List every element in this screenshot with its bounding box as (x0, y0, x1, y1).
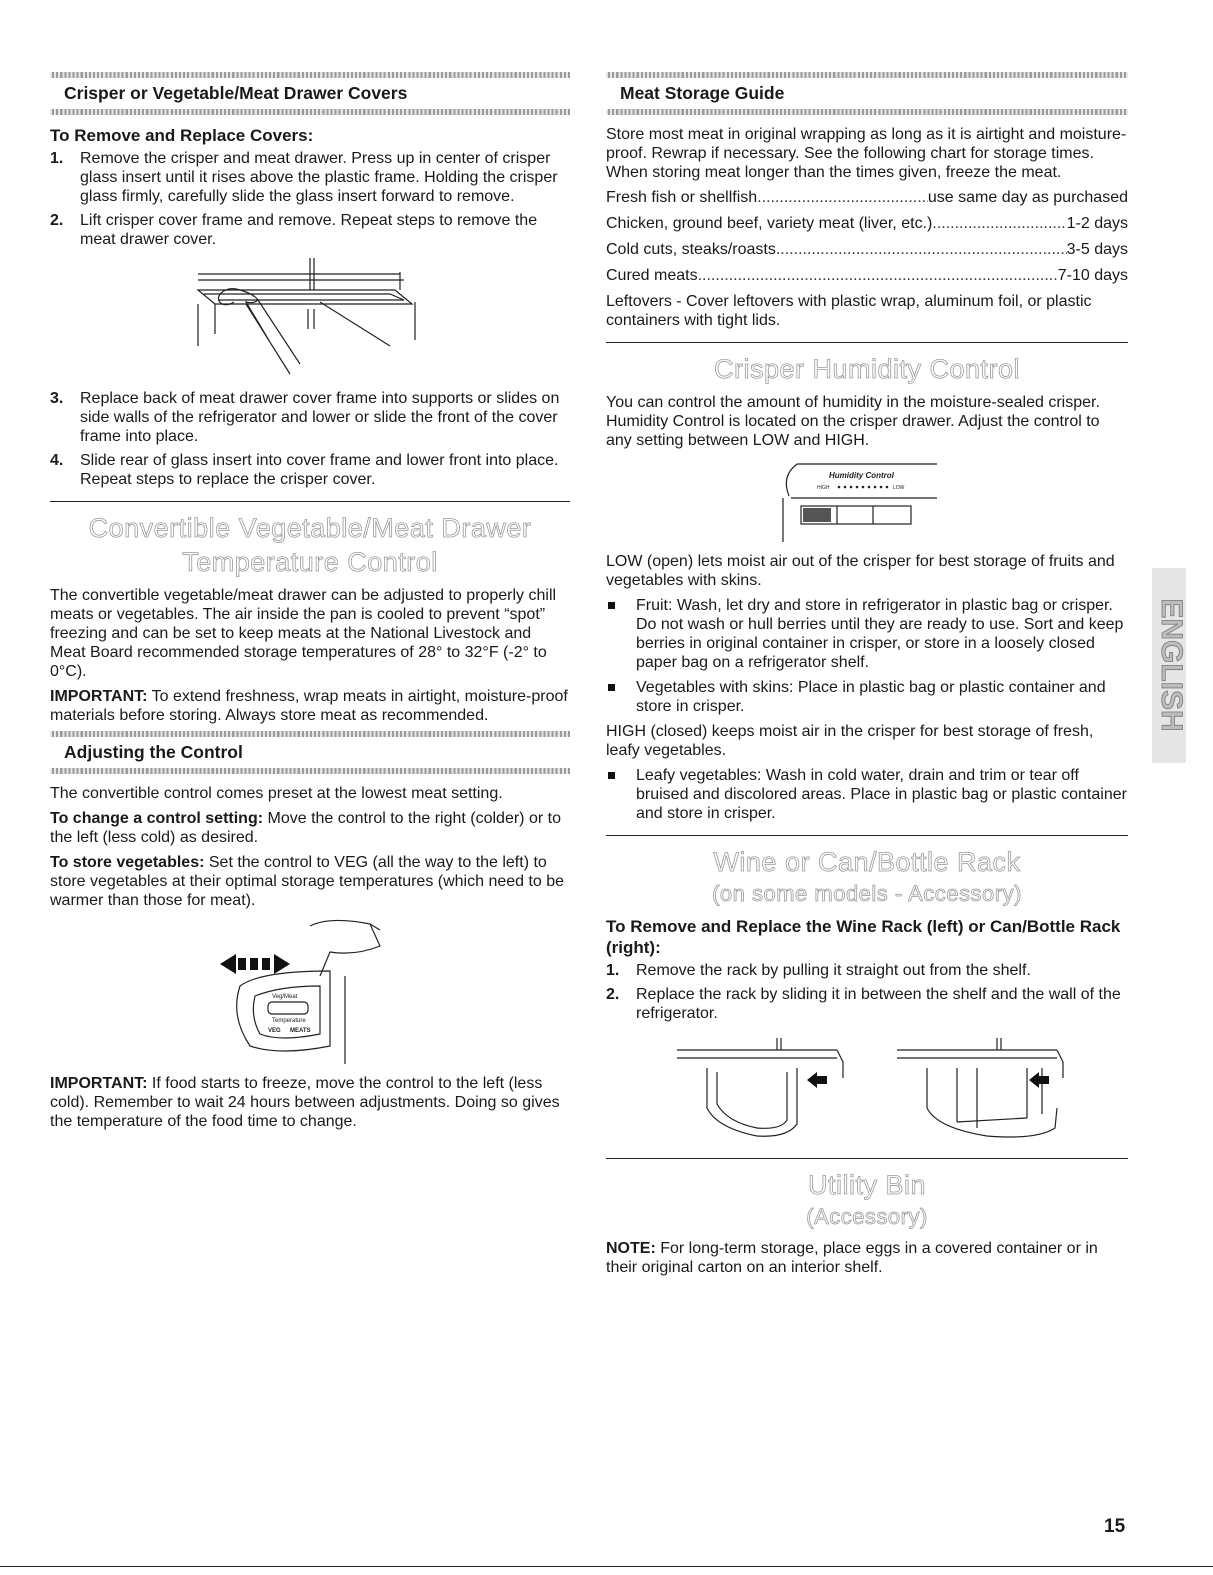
page-number: 15 (1104, 1516, 1126, 1537)
leader-dots (698, 266, 1058, 285)
list-item: Leafy vegetables: Wash in cold water, drain and trim or tear off bruised and discolored areas. Place in plastic bag or plastic container and store in crisper. (606, 766, 1128, 823)
humidity-dial-low: LOW (893, 485, 905, 491)
row-value: 3-5 days (1066, 241, 1128, 258)
wine-rack-illustration (657, 1028, 1077, 1146)
double-arrow-icon (220, 954, 290, 974)
list-item (50, 149, 570, 206)
dial-meats-label: MEATS (290, 1028, 311, 1034)
humidity-control-illustration (767, 456, 967, 546)
wine-rack-title: Wine or Can/Bottle Rack (713, 847, 1021, 877)
section-divider (606, 342, 1128, 343)
left-column (50, 68, 570, 1137)
low-bullets (606, 596, 1128, 716)
step-text: Replace the rack by sliding it in between the shelf and the wall of the refrigerator. (636, 986, 1121, 1022)
crisper-cover-illustration (190, 254, 430, 389)
wine-rack-subtitle: (on some models - Accessory) (712, 881, 1022, 906)
covers-subheading: To Remove and Replace Covers: (50, 126, 314, 145)
row-label: Cured meats (606, 267, 698, 284)
list-item (606, 961, 1128, 980)
important-text: To extend freshness, wrap meats in airtight, moisture-proof materials before storing. Always store meat as recommended. (50, 688, 568, 724)
change-setting-label: To change a control setting: (50, 810, 264, 827)
arrow-left-icon (1029, 1072, 1049, 1088)
note-text: For long-term storage, place eggs in a covered container or in their original carton on an interior shelf. (606, 1240, 1098, 1276)
list-item: Vegetables with skins: Place in plastic bag or plastic container and store in crisper. (606, 678, 1128, 716)
change-setting-paragraph (50, 809, 570, 847)
table-row (606, 240, 1128, 259)
important-note-2 (50, 1074, 570, 1131)
covers-steps-a (50, 149, 570, 249)
section-divider (606, 1158, 1128, 1159)
covers-heading: Crisper or Vegetable/Meat Drawer Covers (50, 72, 570, 115)
wine-rack-steps (606, 961, 1128, 1023)
dial-veg-label: VEG (268, 1028, 281, 1034)
high-paragraph: HIGH (closed) keeps moist air in the crisper for best storage of fresh, leafy vegetables. (606, 723, 1094, 759)
important-label: IMPORTANT: (50, 688, 148, 705)
meat-storage-paragraph: Store most meat in original wrapping as long as it is airtight and moisture-proof. Rewrap if necessary. See the following chart for storage times. When storing meat longer than the times given, freeze the meat. (606, 126, 1127, 181)
leader-dots (776, 240, 1067, 259)
row-label: Cold cuts, steaks/roasts (606, 241, 776, 258)
low-paragraph: LOW (open) lets moist air out of the crisper for best storage of fruits and vegetables with skins. (606, 553, 1115, 589)
temperature-control-illustration (180, 916, 440, 1066)
right-column (606, 68, 1128, 1283)
list-item (606, 985, 1128, 1023)
table-row (606, 266, 1128, 285)
table-row (606, 188, 1128, 207)
leader-dots (932, 214, 1066, 233)
convertible-title-line-2: Temperature Control (182, 547, 438, 577)
humidity-paragraph: You can control the amount of humidity in the moisture-sealed crisper. Humidity Control is located on the crisper drawer. Adjust the control to any setting between LOW and HIGH. (606, 394, 1100, 449)
store-vegetables-label: To store vegetables: (50, 854, 205, 871)
step-number: 3. (50, 390, 64, 407)
leader-dots (757, 188, 928, 207)
store-vegetables-text: Set the control to VEG (all the way to the left) to store vegetables at their optimal storage temperatures (which need to be warmer than those for meat). (50, 854, 565, 909)
step-number: 1. (606, 962, 620, 979)
step-text: Lift crisper cover frame and remove. Repeat steps to remove the meat drawer cover. (80, 212, 538, 248)
list-item (50, 211, 570, 249)
dial-label-1: Veg/Meat (272, 994, 298, 1000)
side-tab-label: ENGLISH (1155, 598, 1188, 732)
important-label: IMPORTANT: (50, 1075, 148, 1092)
list-item (50, 389, 570, 446)
footer-rule (0, 1566, 1213, 1567)
step-number: 2. (50, 212, 64, 229)
adjusting-heading: Adjusting the Control (50, 731, 570, 774)
store-vegetables-paragraph (50, 853, 570, 910)
row-label: Fresh fish or shellfish (606, 189, 758, 206)
step-number: 1. (50, 150, 64, 167)
wine-rack-subheading: To Remove and Replace the Wine Rack (left) or Can/Bottle Rack (right): (606, 917, 1121, 957)
step-text: Slide rear of glass insert into cover frame and lower front into place. Repeat steps to replace the crisper cover. (80, 452, 559, 488)
note-paragraph (606, 1239, 1128, 1277)
utility-bin-title: Utility Bin (807, 1170, 927, 1200)
step-text: Remove the crisper and meat drawer. Press up in center of crisper glass insert until it rises above the plastic frame. Holding the crisper glass firmly, carefully slide the glass insert forward to remove. (80, 150, 558, 205)
change-setting-text: Move the control to the right (colder) or to the left (less cold) as desired. (50, 810, 561, 846)
meat-storage-heading: Meat Storage Guide (606, 72, 1128, 115)
language-side-tab (1150, 568, 1190, 763)
leftovers-paragraph: Leftovers - Cover leftovers with plastic wrap, aluminum foil, or plastic containers with tight lids. (606, 293, 1092, 329)
important-note-1 (50, 687, 570, 725)
humidity-title: Crisper Humidity Control (713, 354, 1021, 384)
step-number: 4. (50, 452, 64, 469)
utility-bin-subtitle: (Accessory) (806, 1204, 928, 1229)
dial-label-2: Temperature (272, 1018, 306, 1024)
step-number: 2. (606, 986, 620, 1003)
row-value: 1-2 days (1066, 215, 1128, 232)
step-text: Remove the rack by pulling it straight out from the shelf. (636, 962, 1031, 979)
arrow-left-icon (807, 1072, 827, 1088)
adjusting-paragraph: The convertible control comes preset at the lowest meat setting. (50, 785, 503, 802)
convertible-title-line-1: Convertible Vegetable/Meat Drawer (88, 513, 532, 543)
table-row (606, 214, 1128, 233)
row-label: Chicken, ground beef, variety meat (liver, etc.) (606, 215, 933, 232)
row-value: 7-10 days (1057, 267, 1128, 284)
list-item (50, 451, 570, 489)
high-bullets (606, 766, 1128, 823)
list-item: Fruit: Wash, let dry and store in refrigerator in plastic bag or crisper. Do not wash or hull berries until they are ready to use. Sort and keep berries in original container in crisper, or store in a loosely closed paper bag on a refrigerator shelf. (606, 596, 1128, 672)
important-text: If food starts to freeze, move the control to the left (less cold). Remember to wait 24 hours between adjustments. Doing so gives the temperature of the food time to change. (50, 1075, 560, 1130)
section-divider (606, 835, 1128, 836)
row-value: use same day as purchased (927, 189, 1128, 206)
step-text: Replace back of meat drawer cover frame into supports or slides on side walls of the refrigerator and lower or slide the front of the cover frame into place. (80, 390, 560, 445)
humidity-dial-high: HIGH (817, 485, 830, 491)
meat-storage-table (606, 188, 1128, 285)
covers-steps-b (50, 389, 570, 489)
humidity-scale-dots (838, 486, 889, 489)
convertible-paragraph: The convertible vegetable/meat drawer can be adjusted to properly chill meats or vegetables. The air inside the pan is cooled to prevent “spot” freezing and can be set to keep meats at the National Livestock and Meat Board recommended storage temperatures of 28° to 32°F (-2° to 0°C). (50, 587, 557, 680)
humidity-dial-title: Humidity Control (829, 471, 894, 480)
section-divider (50, 501, 570, 502)
note-label: NOTE: (606, 1240, 656, 1257)
